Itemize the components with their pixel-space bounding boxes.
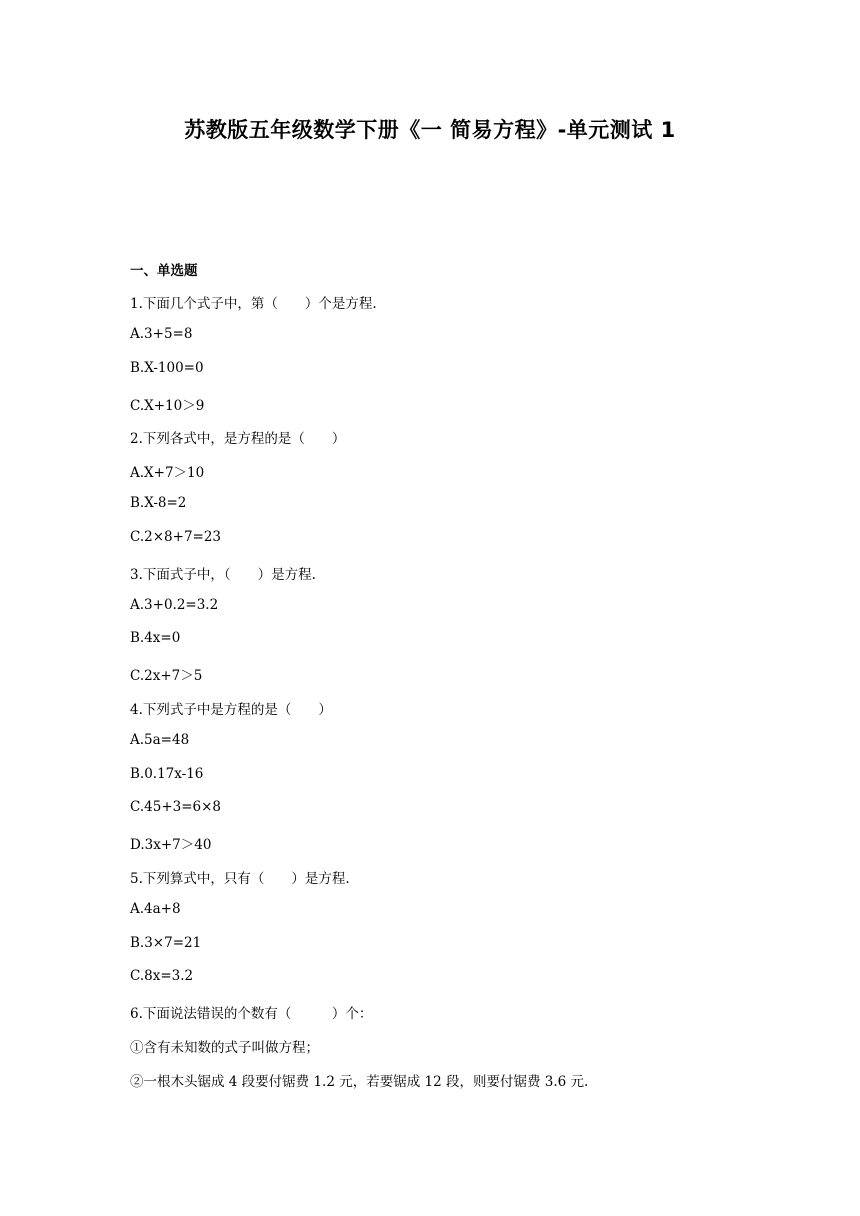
option-line: A.3+5=8 [130, 326, 193, 342]
option-line: A.X+7＞10 [130, 465, 205, 481]
question-line: 6.下面说法错误的个数有（ ）个： [130, 1006, 373, 1022]
question-line: 3.下面式子中，（ ）是方程. [130, 567, 316, 583]
option-line: A.4a+8 [130, 901, 181, 917]
question-line: 4.下列式子中是方程的是（ ） [130, 702, 332, 718]
option-line: B.X-100=0 [130, 360, 204, 376]
option-line: A.3+0.2=3.2 [130, 597, 219, 613]
option-line: D.3x+7＞40 [130, 837, 212, 853]
option-line: C.45+3=6×8 [130, 799, 222, 815]
option-line: B.3×7=21 [130, 935, 202, 951]
option-line: C.2x+7＞5 [130, 668, 203, 684]
option-line: C.2×8+7=23 [130, 529, 222, 545]
question-line: 5.下列算式中，只有（ ）是方程. [130, 871, 350, 887]
document-title: 苏教版五年级数学下册《一 简易方程》-单元测试 1 [184, 118, 676, 142]
option-line: A.5a=48 [130, 732, 190, 748]
statement-line: ①含有未知数的式子叫做方程； [130, 1040, 319, 1056]
option-line: B.0.17x-16 [130, 766, 204, 782]
option-line: C.8x=3.2 [130, 968, 194, 984]
question-line: 1.下面几个式子中，第（ ）个是方程. [130, 296, 377, 312]
section-heading: 一、单选题 [130, 263, 198, 279]
question-line: 2.下列各式中，是方程的是（ ） [130, 431, 346, 447]
statement-line: ②一根木头锯成 4 段要付锯费 1.2 元，若要锯成 12 段，则要付锯费 3.6 元. [130, 1074, 589, 1090]
option-line: B.4x=0 [130, 630, 181, 646]
option-line: B.X-8=2 [130, 495, 187, 511]
option-line: C.X+10＞9 [130, 398, 205, 414]
